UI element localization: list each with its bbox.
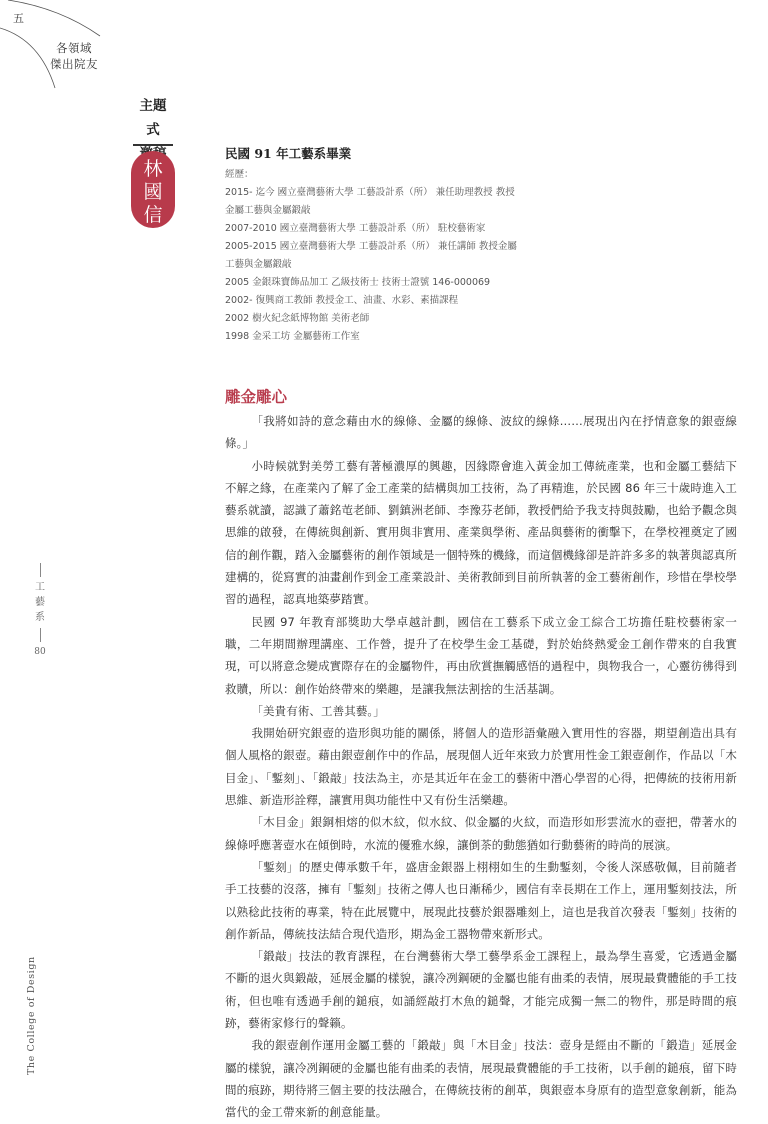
experience-line: 金屬工藝與金屬鍛敲 xyxy=(225,205,311,216)
name-badge xyxy=(131,151,175,228)
article-paragraph: 小時候就對美勞工藝有著極濃厚的興趣，因緣際會進入黃金加工傳統產業，也和金屬工藝結下不解之緣，在產業內了解了金工產業的結構與加工技術，為了再精進，於民國 86 年三十歲時進入工藝系就讀，認識了蕭銘芚老師、劉鎮洲老師、李豫芬老師，教授們給予我支持與鼓勵，也給予觀念與思維的啟發，在傳統與創新、實用與非實用、產業與學術、產品與藝術的衝擊下，在學校裡奠定了國信的創作觀，踏入金屬藝術的創作領域是一個特殊的機緣，而這個機緣卻是許許多多的執著與認真所建構的，從寫實的油畫創作到金工產業設計、美術教師到目前所執著的金工藝術創作，珍惜在學校學習的過程，認真地築夢踏實。 xyxy=(225,458,737,607)
article-paragraph: 「我將如詩的意念藉由水的線條、金屬的線條、波紋的線條……展現出內在抒情意象的銀壺線條。」 xyxy=(225,414,737,451)
article-paragraph: 「鍛敲」技法的教育課程，在台灣藝術大學工藝學系金工課程上，最為學生喜愛，它透過金屬不斷的退火與鍛敲，延展金屬的樣貌，讓冷冽鋼硬的金屬也能有曲柔的表情，展現最費體能的手工技術，但也唯有透過手創的鎚痕，如誦經敲打木魚的鎚聲，才能完成獨一無二的物件，那是時間的痕跡，藝術家修行的聲籟。 xyxy=(225,949,737,1031)
experience-list xyxy=(225,166,517,346)
article-paragraph: 民國 97 年教育部獎助大學卓越計劃，國信在工藝系下成立金工綜合工坊擔任駐校藝術家一職，二年期間辦理講座、工作營，提升了在校學生金工基礎，對於始終熱愛金工創作帶來的自我實現，可以將意念變成實際存在的金屬物件，再由欣賞撫觸感悟的過程中，與物我合一，心靈彷彿得到救贖，所以：創作始終帶來的樂趣，是讓我無法割捨的生活基調。 xyxy=(225,614,737,696)
experience-line: 工藝與金屬鍛敲 xyxy=(225,259,292,270)
article-paragraph: 我的銀壺創作運用金屬工藝的「鍛敲」與「木目金」技法：壺身是經由不斷的「鍛造」延展金屬的樣貌，讓冷冽鋼硬的金屬也能有曲柔的表情，展現最費體能的手工技術，以手創的鎚痕，留下時間的痕跡，期待將三個主要的技法融合，在傳統技術的創革，與銀壺本身原有的造型意象創新，能為當代的金工帶來新的創意能量。 xyxy=(225,1038,737,1120)
chapter-label-line1: 各領域 xyxy=(56,41,92,55)
name-char-3: 信 xyxy=(143,204,163,226)
dept-char-3: 系 xyxy=(35,612,45,623)
college-name-vertical: The College of Design xyxy=(26,956,37,1075)
department-side-label xyxy=(30,563,50,660)
chapter-corner xyxy=(0,0,110,90)
article-paragraph: 「鏨刻」的歷史傳承數千年，盛唐金銀器上栩栩如生的生動鏨刻，令後人深感敬佩，目前隨者手工技藝的沒落，擁有「鏨刻」技術之傳人也日漸稀少，國信有幸長期在工作上，運用鏨刻技法，所以熟稔此技術的專業，特在此展覽中，展現此技藝於銀器雕刻上，這也是我首次發表「鏨刻」技術的創作新品，傳統技法結合現代造形，期為金工器物帶來新形式。 xyxy=(225,859,737,941)
side-bar-bottom xyxy=(40,628,41,642)
page-number: 80 xyxy=(34,647,46,657)
name-char-2: 國 xyxy=(143,181,163,203)
name-char-1: 林 xyxy=(143,158,163,180)
article-paragraph: 「美貴有術、工善其藝。」 xyxy=(251,703,385,718)
article-title: 雕金雕心 xyxy=(225,388,288,406)
article-paragraph: 「木目金」銀銅相熔的似木紋，似水紋、似金屬的火紋，而造形如形雲流水的壺把，帶著水的線條呼應著壺水在傾倒時，水流的優雅水線，讓倒茶的動態猶如行動藝術的時尚的展演。 xyxy=(225,815,737,852)
dept-char-1: 工 xyxy=(35,582,45,593)
chapter-label xyxy=(50,40,98,72)
chapter-number: 五 xyxy=(13,12,24,25)
experience-line: 2005 金銀珠寶飾品加工 乙級技術士 技術士證號 146-000069 xyxy=(225,277,491,288)
experience-line: 2002 樹火紀念紙博物館 美術老師 xyxy=(225,313,370,324)
experience-line: 2005-2015 國立臺灣藝術大學 工藝設計系（所） 兼任講師 教授金屬 xyxy=(225,241,517,252)
experience-line: 2015- 迄今 國立臺灣藝術大學 工藝設計系（所） 兼任助理教授 教授 xyxy=(225,187,515,198)
side-bar-top xyxy=(40,563,41,577)
experience-line: 1998 金采工坊 金屬藝術工作室 xyxy=(225,331,360,342)
graduation-heading: 民國 91 年工藝系畢業 xyxy=(225,146,352,161)
article-paragraph: 我開始研究銀壺的造形與功能的關係，將個人的造形語彙融入實用性的容器，期望創造出具有個人風格的銀壺。藉由銀壺創作中的作品，展現個人近年來致力於實用性金工銀壺創作，作品以「木目金」、「鏨刻」、「鍛敲」技法為主，亦是其近年在金工的藝術中潛心學習的心得，把傳統的技術用新思維、新造形詮釋，讓實用與功能性中又有份生活樂趣。 xyxy=(225,726,737,808)
theme-line1: 主題式 xyxy=(139,98,167,138)
experience-line: 2007-2010 國立臺灣藝術大學 工藝設計系（所） 駐校藝術家 xyxy=(225,223,486,234)
experience-line: 2002- 復興商工教師 教授金工、油畫、水彩、素描課程 xyxy=(225,295,459,306)
theme-divider xyxy=(133,144,173,146)
dept-char-2: 藝 xyxy=(35,597,45,608)
chapter-label-line2: 傑出院友 xyxy=(50,57,98,71)
article-body xyxy=(225,410,737,1124)
experience-heading: 經歷： xyxy=(225,169,254,180)
